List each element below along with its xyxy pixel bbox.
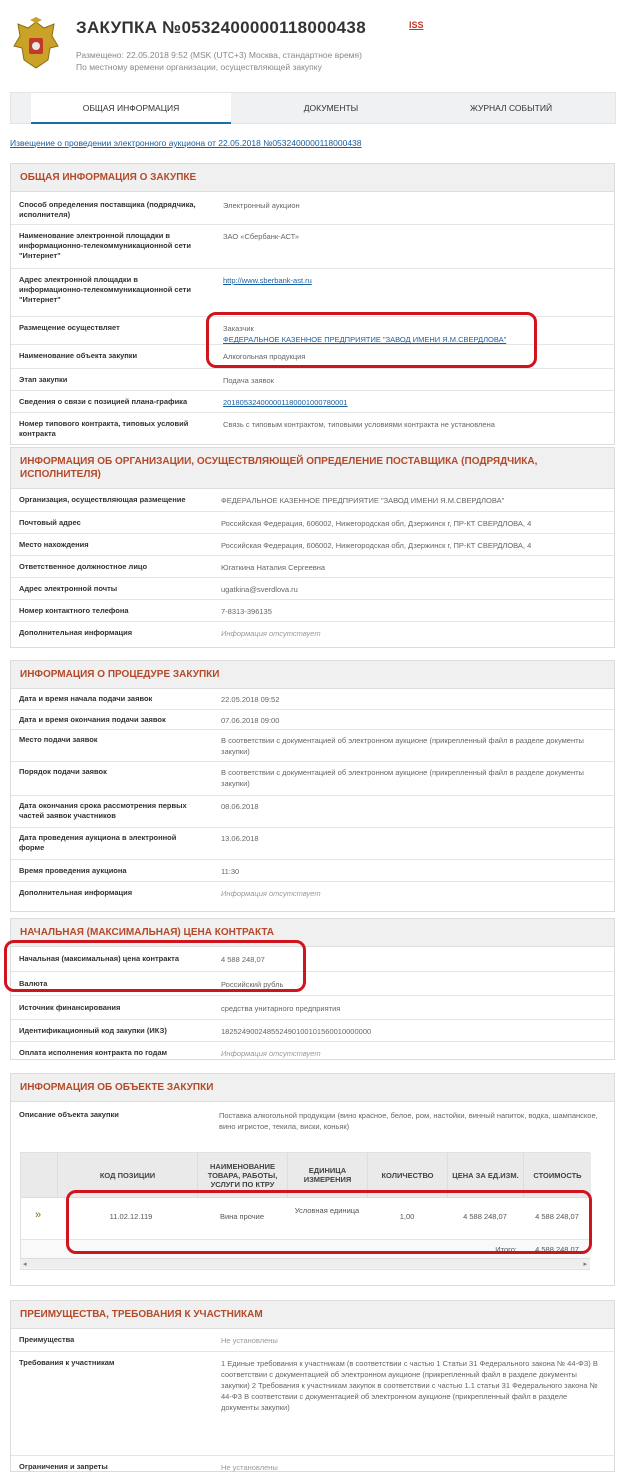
table-row	[11, 1041, 614, 1063]
table-row	[11, 1455, 614, 1477]
tab-bar	[10, 92, 616, 124]
table-row	[11, 511, 614, 533]
row-label: Преимущества	[19, 1335, 75, 1344]
row-value: 08.06.2018	[221, 802, 259, 811]
table-row	[11, 709, 614, 729]
row-label: Место нахождения	[19, 540, 89, 549]
col-header-cost: СТОИМОСТЬ	[523, 1153, 591, 1197]
platform-link[interactable]: http://www.sberbank-ast.ru	[223, 276, 312, 285]
table-row	[11, 577, 614, 599]
table-row	[11, 621, 614, 643]
col-header-code: КОД ПОЗИЦИИ	[57, 1153, 197, 1197]
chevron-down-icon[interactable]: »	[34, 1209, 42, 1221]
section-title: ПРЕИМУЩЕСТВА, ТРЕБОВАНИЯ К УЧАСТНИКАМ	[11, 1301, 614, 1329]
posted-date: Размещено: 22.05.2018 9:52 (MSK (UTC+3) Москва, стандартное время)	[76, 50, 362, 60]
item-unit: Условная единица	[294, 1206, 360, 1215]
row-label: Сведения о связи с позицией плана-графика	[19, 397, 188, 406]
items-table	[20, 1152, 590, 1270]
row-value: Связь с типовым контрактом, типовыми условиями контракта не установлена	[223, 420, 495, 429]
row-value: Информация отсутствует	[221, 629, 321, 638]
row-label: Идентификационный код закупки (ИКЗ)	[19, 1026, 167, 1035]
nmck-value: 4 588 248,07	[221, 955, 265, 964]
row-label: Ограничения и запреты	[19, 1462, 108, 1471]
row-label: Дата окончания срока рассмотрения первых частей заявок участников	[19, 801, 187, 820]
row-label: Время проведения аукциона	[19, 866, 127, 875]
row-label: Адрес электронной площадки в информационно-телекоммуникационной сети "Интернет"	[19, 275, 191, 304]
tab-general[interactable]: ОБЩАЯ ИНФОРМАЦИЯ	[31, 93, 231, 124]
ikz-value: 182524900248552490100101560010000000	[221, 1027, 372, 1036]
tab-documents[interactable]: ДОКУМЕНТЫ	[303, 103, 359, 113]
table-row	[11, 224, 614, 268]
section-title: НАЧАЛЬНАЯ (МАКСИМАЛЬНАЯ) ЦЕНА КОНТРАКТА	[11, 919, 614, 947]
coat-of-arms-icon	[10, 16, 62, 72]
currency-value: Российский рубль	[221, 980, 284, 989]
row-value: Не установлены	[221, 1336, 278, 1345]
phone-value: 7-8313-396135	[221, 607, 272, 616]
requirements-value: 1 Единые требования к участникам (в соответствии с частью 1 Статьи 31 Федерального закона № 44-ФЗ) В соответствии с документацией об электронном аукционе (прикрепленный файл в разделе документы закупки) 2 Требования к участникам закупок в соответствии с частью 1.1 статьи 31 Федерального закона № 44-ФЗ В соответствии с документацией об электронном аукционе (прикрепленный файл в разделе документы закупки)	[221, 1359, 598, 1412]
table-row	[11, 489, 614, 511]
placer-type: Заказчик	[223, 324, 254, 333]
table-row	[11, 192, 614, 224]
col-header-name: НАИМЕНОВАНИЕ ТОВАРА, РАБОТЫ, УСЛУГИ ПО КТРУ	[197, 1153, 287, 1197]
section-title: ИНФОРМАЦИЯ О ПРОЦЕДУРЕ ЗАКУПКИ	[11, 661, 614, 689]
table-row	[11, 1329, 614, 1351]
table-row	[11, 995, 614, 1019]
table-row	[11, 1019, 614, 1041]
row-label: Начальная (максимальная) цена контракта	[19, 954, 180, 963]
row-value: 07.06.2018 09:00	[221, 716, 280, 725]
row-label: Номер типового контракта, типовых условий контракта	[19, 419, 189, 438]
section-title: ИНФОРМАЦИЯ ОБ ОРГАНИЗАЦИИ, ОСУЩЕСТВЛЯЮЩЕЙ ОПРЕДЕЛЕНИЕ ПОСТАВЩИКА (ПОДРЯДЧИКА, ИСПОЛНИТЕЛЯ)	[11, 448, 614, 489]
row-label: Почтовый адрес	[19, 518, 81, 527]
tab-event-log[interactable]: ЖУРНАЛ СОБЫТИЙ	[469, 103, 553, 113]
table-row	[11, 316, 614, 344]
total-row	[21, 1239, 591, 1259]
row-label: Оплата исполнения контракта по годам	[19, 1048, 168, 1057]
row-label: Ответственное должностное лицо	[19, 562, 148, 571]
row-label: Место подачи заявок	[19, 735, 98, 744]
row-value: В соответствии с документацией об электронном аукционе (прикрепленный файл в разделе документы закупки)	[221, 736, 584, 756]
table-row	[11, 881, 614, 903]
table-row	[11, 344, 614, 368]
row-value: Информация отсутствует	[221, 1049, 321, 1058]
item-name: Вина прочие	[219, 1212, 265, 1221]
item-price: 4 588 248,07	[463, 1212, 507, 1221]
platform-url	[223, 275, 603, 286]
col-header-price: ЦЕНА ЗА ЕД.ИЗМ.	[447, 1153, 523, 1197]
row-value: В соответствии с документацией об электронном аукционе (прикрепленный файл в разделе документы закупки)	[221, 768, 584, 788]
row-value: средства унитарного предприятия	[221, 1004, 341, 1013]
row-value: Российская Федерация, 606002, Нижегородская обл, Дзержинск г, ПР-КТ СВЕРДЛОВА, 4	[221, 541, 532, 550]
row-label: Описание объекта закупки	[19, 1110, 119, 1119]
row-label: Дата и время окончания подачи заявок	[19, 715, 166, 724]
row-value: Российская Федерация, 606002, Нижегородская обл, Дзержинск г, ПР-КТ СВЕРДЛОВА, 4	[221, 519, 532, 528]
row-value: Электронный аукцион	[223, 201, 300, 210]
row-value: Информация отсутствует	[221, 889, 321, 898]
row-label: Валюта	[19, 979, 48, 988]
table-row	[11, 390, 614, 412]
procedure-section	[10, 660, 615, 912]
row-value: 22.05.2018 09:52	[221, 695, 280, 704]
email-value[interactable]: ugatkina@sverdlova.ru	[221, 585, 298, 594]
page-title: ЗАКУПКА №0532400000118000438	[76, 18, 366, 37]
row-label: Наименование объекта закупки	[19, 351, 138, 360]
row-label: Дополнительная информация	[19, 628, 133, 637]
col-header-qty: КОЛИЧЕСТВО	[367, 1153, 447, 1197]
table-row	[21, 1197, 591, 1239]
table-row	[11, 412, 614, 446]
table-row	[11, 689, 614, 709]
row-label: Дата проведения аукциона в электронной форме	[19, 833, 177, 852]
table-row	[11, 729, 614, 761]
table-row	[11, 947, 614, 971]
table-row	[11, 859, 614, 881]
horizontal-scrollbar[interactable]	[20, 1258, 590, 1268]
object-description: Поставка алкогольной продукции (вино красное, белое, ром, настойки, винный напиток, водка, шампанское, вино игристое, текила, виски, коньяк)	[219, 1111, 598, 1131]
item-qty: 1,00	[399, 1212, 415, 1221]
row-label: Размещение осуществляет	[19, 323, 120, 332]
law-badge[interactable]: ISS	[409, 20, 424, 30]
row-value: Не установлены	[221, 1463, 278, 1472]
table-row	[11, 827, 614, 859]
row-value: Югаткина Наталия Сергеевна	[221, 563, 326, 572]
table-row	[11, 533, 614, 555]
row-value: 13.06.2018	[221, 834, 259, 843]
price-section	[10, 918, 615, 1060]
table-row	[11, 795, 614, 827]
row-label: Наименование электронной площадки в информационно-телекоммуникационной сети "Интернет"	[19, 231, 191, 260]
section-title: ОБЩАЯ ИНФОРМАЦИЯ О ЗАКУПКЕ	[11, 164, 614, 192]
table-row	[11, 555, 614, 577]
row-value: ФЕДЕРАЛЬНОЕ КАЗЕННОЕ ПРЕДПРИЯТИЕ "ЗАВОД ИМЕНИ Я.М.СВЕРДЛОВА"	[221, 496, 505, 505]
table-row	[11, 368, 614, 390]
row-label: Номер контактного телефона	[19, 606, 129, 615]
timezone-note: По местному времени организации, осуществляющей закупку	[76, 62, 322, 72]
table-row	[11, 599, 614, 621]
row-value	[223, 323, 603, 345]
row-label: Требования к участникам	[19, 1358, 115, 1367]
row-label: Порядок подачи заявок	[19, 767, 107, 776]
col-header-unit: ЕДИНИЦА ИЗМЕРЕНИЯ	[287, 1153, 367, 1197]
section-title: ИНФОРМАЦИЯ ОБ ОБЪЕКТЕ ЗАКУПКИ	[11, 1074, 614, 1102]
row-label: Источник финансирования	[19, 1003, 121, 1012]
row-label: Адрес электронной почты	[19, 584, 118, 593]
row-label: Дополнительная информация	[19, 888, 133, 897]
scroll-left-icon[interactable]: ◂	[23, 1261, 27, 1268]
table-row	[11, 971, 614, 995]
row-label: Способ определения поставщика (подрядчика, исполнителя)	[19, 200, 196, 219]
total-value: 4 588 248,07	[535, 1245, 579, 1254]
advantages-section	[10, 1300, 615, 1472]
row-value: Подача заявок	[223, 376, 274, 385]
table-row	[11, 1351, 614, 1455]
table-row	[11, 761, 614, 795]
item-code: 11.02.12.119	[109, 1212, 153, 1221]
customer-link[interactable]: ФЕДЕРАЛЬНОЕ КАЗЕННОЕ ПРЕДПРИЯТИЕ "ЗАВОД ИМЕНИ Я.М.СВЕРДЛОВА"	[223, 335, 507, 344]
row-label: Этап закупки	[19, 375, 68, 384]
row-value: ЗАО «Сбербанк-АСТ»	[223, 232, 300, 241]
organization-section	[10, 447, 615, 648]
table-row	[11, 268, 614, 316]
plan-position-link[interactable]: 201805324000001180001000780001	[223, 398, 348, 407]
page-header	[10, 14, 610, 74]
scroll-right-icon[interactable]: ▸	[583, 1261, 587, 1268]
row-value: 11:30	[221, 867, 240, 876]
row-value: Алкогольная продукция	[223, 352, 306, 361]
general-info-section	[10, 163, 615, 445]
row-label: Дата и время начала подачи заявок	[19, 694, 153, 703]
notice-link[interactable]: Извещение о проведении электронного аукциона от 22.05.2018 №0532400000118000438	[10, 138, 362, 148]
item-cost: 4 588 248,07	[535, 1212, 579, 1221]
total-label: Итого:	[495, 1245, 517, 1254]
row-label: Организация, осуществляющая размещение	[19, 495, 186, 504]
